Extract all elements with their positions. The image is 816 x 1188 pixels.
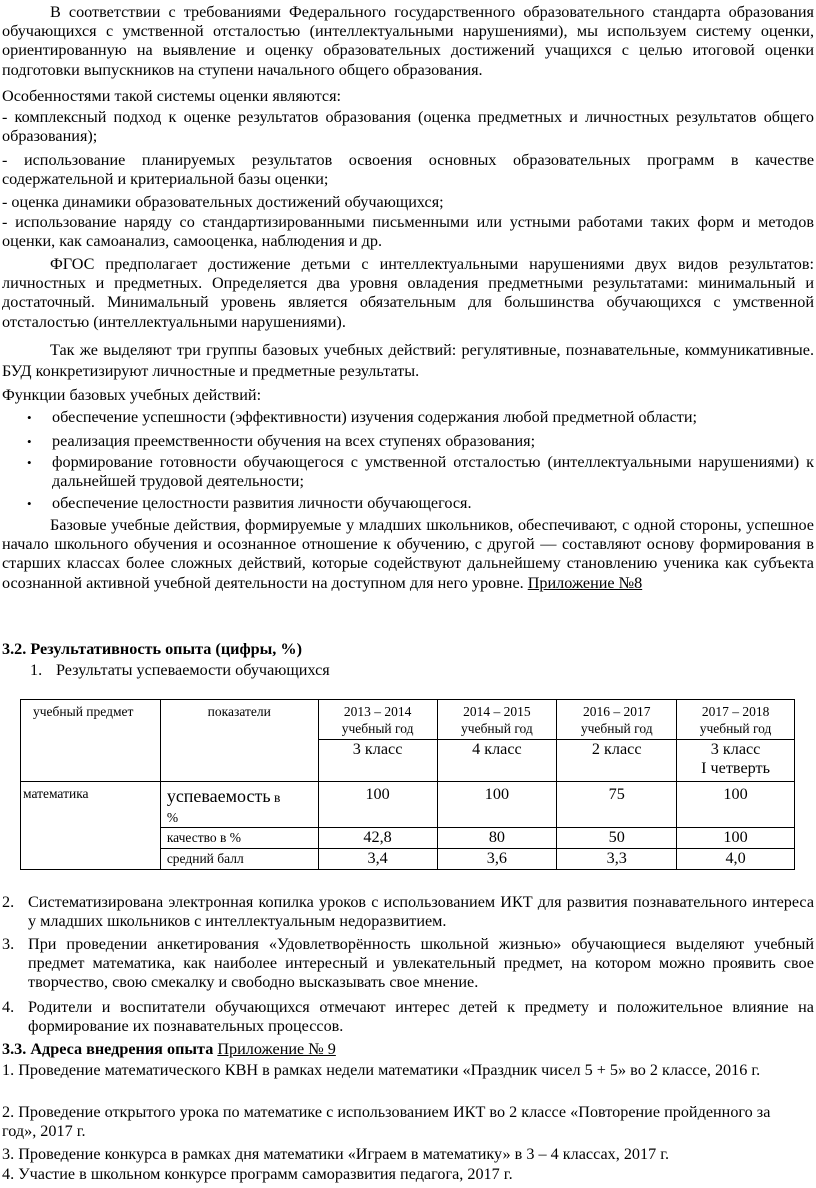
indicator-cell: средний балл <box>160 849 318 870</box>
item-text: При проведении анкетирования «Удовлетворённость школьной жизнью» обучающиеся выделяют учебный предмет математика, как наиболее интересный и увлекательный предмет, на котором можно проявить свое творчество, свою смекалку и свободно высказывать свое мнение. <box>28 935 814 992</box>
value-cell: 50 <box>557 828 677 849</box>
indicator-cell: успеваемость в % <box>160 782 318 828</box>
header-class: 3 класс I четверть <box>677 740 795 782</box>
value-cell: 4,0 <box>677 849 795 870</box>
bullet-text: обеспечение успешности (эффективности) изучения содержания любой предметной области; <box>52 408 698 426</box>
feature-item: - комплексный подход к оценке результатов образования (оценка предметных и личностных результатов общего образования); <box>2 108 814 146</box>
value-cell: 75 <box>557 782 677 828</box>
value-cell: 100 <box>677 782 795 828</box>
header-year: 2014 – 2015 учебный год <box>437 700 557 740</box>
implementation-item: 4. Участие в школьном конкурсе программ саморазвития педагога, 2017 г. <box>2 1165 513 1183</box>
section-3-3-heading <box>2 1040 814 1059</box>
bullet-icon: • <box>27 455 32 470</box>
value-cell: 100 <box>677 828 795 849</box>
intro-paragraph: В соответствии с требованиями Федерального государственного образовательного стандарта образования обучающихся с умственной отсталостью (интеллектуальными нарушениями), мы используем систему оценки, ориентированную на выявление и оценку образовательных достижений учащихся с целью итоговой оценки подготовки выпускников на ступени начального общего образования. <box>2 3 814 79</box>
item-number: 2. <box>2 893 15 911</box>
header-subject: учебный предмет <box>21 700 161 782</box>
bullet-text: формирование готовности обучающегося с умственной отсталостью (интеллектуальными нарушениями) к дальнейшей трудовой деятельности; <box>52 453 814 491</box>
header-year: 2016 – 2017 учебный год <box>557 700 677 740</box>
item-number: 3. <box>2 935 15 953</box>
implementation-item: 2. Проведение открытого урока по математике с использованием ИКТ во 2 классе «Повторение пройденного за год», 2017 г. <box>2 1103 771 1141</box>
results-caption: Результаты успеваемости обучающихся <box>56 661 330 679</box>
value-cell: 100 <box>437 782 557 828</box>
item-text: Систематизирована электронная копилка уроков с использованием ИКТ для развития познавательного интереса у младших школьников с интеллектуальным недоразвитием. <box>28 893 814 931</box>
header-class: 3 класс <box>318 740 437 782</box>
value-cell: 100 <box>318 782 437 828</box>
features-lead: Особенностями такой системы оценки являются: <box>2 87 342 105</box>
header-class: 4 класс <box>437 740 557 782</box>
bullet-icon: • <box>27 496 32 511</box>
bullet-icon: • <box>27 410 32 425</box>
bullet-icon: • <box>27 434 32 449</box>
appendix-9-link[interactable]: Приложение № 9 <box>217 1040 336 1058</box>
bud-paragraph: Так же выделяют три группы базовых учебных действий: регулятивные, познавательные, коммуникативные. БУД конкретизируют личностные и предметные результаты. <box>2 341 814 380</box>
header-year: 2017 – 2018 учебный год <box>677 700 795 740</box>
feature-item: - оценка динамики образовательных достижений обучающихся; <box>2 193 444 211</box>
value-cell: 3,3 <box>557 849 677 870</box>
bullet-text: реализация преемственности обучения на всех ступенях образования; <box>52 432 536 450</box>
functions-lead: Функции базовых учебных действий: <box>2 386 262 404</box>
header-indicators: показатели <box>160 700 318 782</box>
header-class: 2 класс <box>557 740 677 782</box>
feature-item: - использование наряду со стандартизированными письменными или устными работами таких форм и методов оценки, как самоанализ, самооценка, наблюдения и др. <box>2 213 814 251</box>
implementation-item: 3. Проведение конкурса в рамках дня математики «Играем в математику» в 3 – 4 классах, 2017 г. <box>2 1145 670 1163</box>
value-cell: 80 <box>437 828 557 849</box>
section-3-2-title: 3.2. Результативность опыта (цифры, %) <box>2 640 302 658</box>
header-year: 2013 – 2014 учебный год <box>318 700 437 740</box>
feature-item: - использование планируемых результатов освоения основных образовательных программ в качестве содержательной и критериальной базы оценки; <box>2 151 814 189</box>
value-cell: 3,6 <box>437 849 557 870</box>
section-3-3-title: 3.3. Адреса внедрения опыта <box>2 1040 214 1058</box>
item-number: 1. <box>30 661 43 679</box>
item-number: 4. <box>2 998 15 1016</box>
bullet-text: обеспечение целостности развития личности обучающегося. <box>52 494 472 512</box>
value-cell: 3,4 <box>318 849 437 870</box>
bud-description-text: Базовые учебные действия, формируемые у младших школьников, обеспечивают, с одной стороны, успешное начало школьного обучения и осознанное отношение к обучению, с другой — составляют основу формирования в старших классах более сложных действий, которые содействуют дальнейшему становлению ученика как субъекта осознанной активной учебной деятельности на доступном для него уровне. <box>2 516 814 592</box>
fgos-paragraph: ФГОС предполагает достижение детьми с интеллектуальными нарушениями двух видов результатов: личностных и предметных. Определяется два уровня овладения предметными результатами: минимальный и достаточный. Минимальный уровень является обязательным для большинства обучающихся с умственной отсталостью (интеллектуальными нарушениями). <box>2 255 814 331</box>
bud-description-paragraph <box>2 516 814 593</box>
results-table <box>20 699 795 870</box>
appendix-8-link[interactable]: Приложение №8 <box>527 573 643 592</box>
indicator-cell: качество в % <box>160 828 318 849</box>
section-3-2-heading <box>2 640 814 659</box>
implementation-item: 1. Проведение математического КВН в рамках недели математики «Праздник чисел 5 + 5» во 2 классе, 2016 г. <box>2 1061 761 1079</box>
value-cell: 42,8 <box>318 828 437 849</box>
subject-cell: математика <box>21 782 161 870</box>
item-text: Родители и воспитатели обучающихся отмечают интерес детей к предмету и положительное влияние на формирование их познавательных процессов. <box>28 998 814 1036</box>
